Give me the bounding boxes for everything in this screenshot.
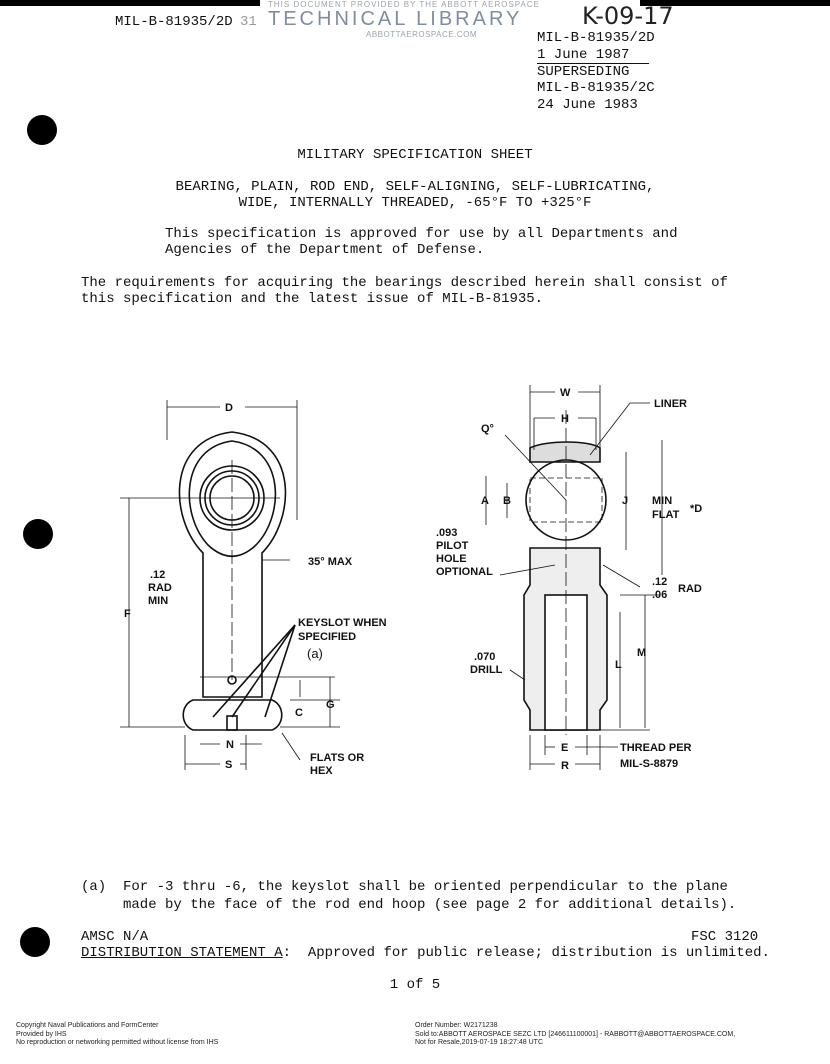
label-drill: DRILL bbox=[470, 664, 503, 676]
label-W: W bbox=[560, 387, 571, 399]
label-G: G bbox=[326, 699, 335, 711]
label-drill-size: .070 bbox=[474, 651, 496, 663]
doc-id-left: MIL-B-81935/2D bbox=[115, 14, 233, 30]
label-rad-right: RAD bbox=[678, 583, 702, 595]
label-liner: LINER bbox=[654, 398, 687, 410]
fsc: FSC 3120 bbox=[691, 929, 759, 945]
superseded-date: 24 June 1983 bbox=[537, 97, 638, 113]
label-N: N bbox=[226, 739, 234, 751]
scan-noise: 31 bbox=[240, 14, 257, 30]
approval-text: This specification is approved for use by all Departments and bbox=[165, 226, 678, 242]
label-thread-spec: MIL-S-8879 bbox=[620, 758, 679, 770]
label-rad-12: .12 bbox=[652, 576, 668, 588]
page-title: MILITARY SPECIFICATION SHEET bbox=[297, 147, 533, 163]
doc-date: 1 June 1987 bbox=[537, 47, 630, 63]
superseding-label: SUPERSEDING bbox=[537, 64, 630, 80]
label-35-max: 35° MAX bbox=[308, 556, 353, 568]
label-flat: FLAT bbox=[652, 509, 680, 521]
watermark-main: TECHNICAL LIBRARY bbox=[268, 8, 523, 30]
label-H: H bbox=[561, 413, 569, 425]
footer-sold-to: Sold to:ABBOTT AEROSPACE SEZC LTD [246611100001] - RABBOTT@ABBOTTAEROSPACE.COM, bbox=[415, 1030, 736, 1038]
label-L: L bbox=[615, 659, 622, 671]
footer-right bbox=[415, 1022, 735, 1048]
amsc: AMSC N/A bbox=[81, 929, 149, 945]
label-min-flat: MIN bbox=[652, 495, 673, 507]
footer-left bbox=[16, 1022, 218, 1048]
label-rad-value: .12 bbox=[150, 569, 166, 581]
label-J: J bbox=[622, 495, 629, 507]
footer-resale: Not for Resale,2019-07-19 18:27:48 UTC bbox=[415, 1039, 544, 1046]
label-rad: RAD bbox=[148, 582, 172, 594]
label-Q: Q° bbox=[481, 423, 494, 435]
watermark-top: THIS DOCUMENT PROVIDED BY THE ABBOTT AEROSPACE bbox=[268, 0, 540, 9]
label-R: R bbox=[561, 760, 569, 772]
footnote-a: made by the face of the rod end hoop (see page 2 for additional details). bbox=[81, 897, 737, 913]
label-flats: FLATS OR bbox=[310, 752, 365, 764]
requirements-text: The requirements for acquiring the bearings described herein shall consist of bbox=[81, 275, 728, 291]
label-B: B bbox=[503, 495, 511, 507]
label-specified: SPECIFIED bbox=[298, 631, 357, 643]
label-note-a: (a) bbox=[307, 646, 323, 661]
watermark-url: ABBOTTAEROSPACE.COM bbox=[366, 30, 477, 39]
subtitle-line: WIDE, INTERNALLY THREADED, -65°F TO +325°F bbox=[238, 195, 592, 211]
subtitle-line: BEARING, PLAIN, ROD END, SELF-ALIGNING, SELF-LUBRICATING, bbox=[175, 179, 655, 195]
footer-provider: Provided by IHS bbox=[16, 1030, 67, 1038]
label-F: F bbox=[124, 608, 131, 620]
label-E: E bbox=[561, 742, 569, 754]
label-keyslot: KEYSLOT WHEN bbox=[298, 617, 387, 629]
label-hole: HOLE bbox=[436, 553, 467, 565]
approval-text: Agencies of the Department of Defense. bbox=[165, 242, 485, 258]
label-pilot: PILOT bbox=[436, 540, 469, 552]
label-optional: OPTIONAL bbox=[436, 566, 493, 578]
requirements-text: this specification and the latest issue of MIL-B-81935. bbox=[81, 291, 544, 307]
label-pilot-size: .093 bbox=[436, 527, 458, 539]
distribution-text: : Approved for public release; distribution is unlimited. bbox=[282, 945, 770, 961]
footer-order: Order Number: W2171238 bbox=[415, 1022, 498, 1029]
right-view bbox=[486, 385, 662, 770]
label-M: M bbox=[637, 647, 647, 659]
doc-id-right: MIL-B-81935/2D bbox=[537, 30, 655, 46]
label-A: A bbox=[481, 495, 489, 507]
distribution-label: DISTRIBUTION STATEMENT A bbox=[81, 945, 283, 961]
footer-copyright: Copyright Naval Publications and FormCenter bbox=[16, 1022, 159, 1029]
label-min: MIN bbox=[148, 595, 169, 607]
label-flat-d: *D bbox=[690, 503, 703, 515]
label-thread: THREAD PER bbox=[620, 742, 692, 754]
label-S: S bbox=[225, 759, 233, 771]
handwritten-code: K-09-17 bbox=[582, 2, 674, 30]
label-C: C bbox=[295, 707, 303, 719]
footnote-a: (a) For -3 thru -6, the keyslot shall be oriented perpendicular to the plane bbox=[81, 879, 728, 895]
superseded-id: MIL-B-81935/2C bbox=[537, 80, 655, 96]
label-D: D bbox=[225, 402, 233, 414]
diagram-labels bbox=[124, 387, 702, 777]
footer-license: No reproduction or networking permitted without license from IHS bbox=[16, 1039, 219, 1046]
label-hex: HEX bbox=[310, 765, 333, 777]
page-number: 1 of 5 bbox=[389, 977, 441, 993]
label-rad-06: .06 bbox=[652, 589, 668, 601]
distribution-statement bbox=[81, 945, 770, 961]
